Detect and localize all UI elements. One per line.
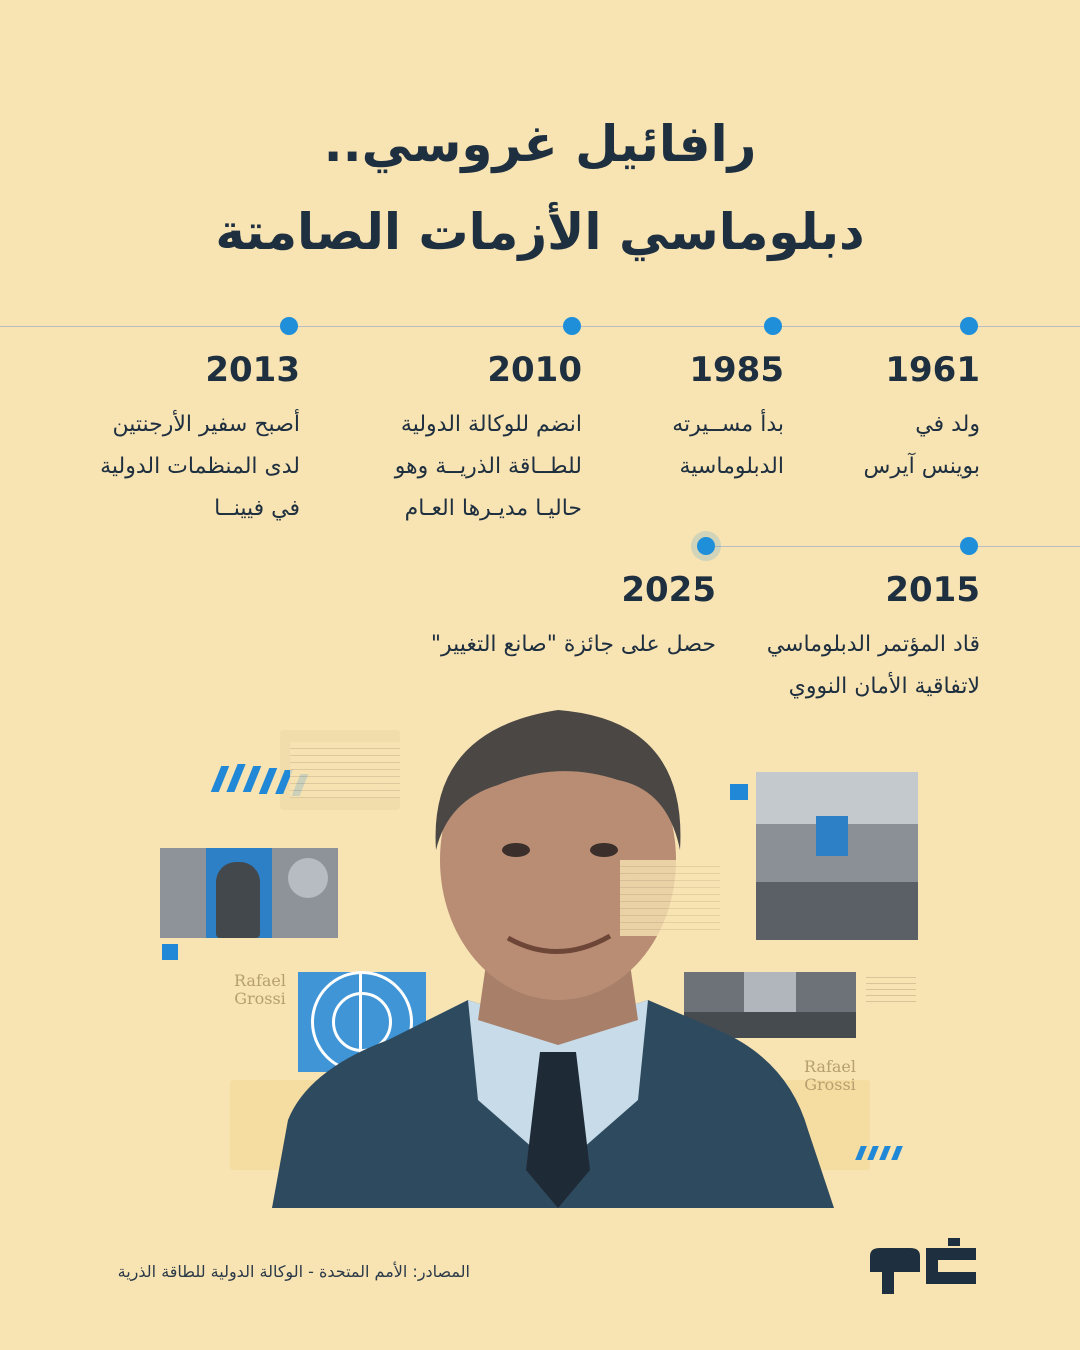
- newspaper-text-scrap: [290, 742, 400, 798]
- brush-stroke-decoration: [243, 766, 262, 792]
- event-year: 2025: [621, 570, 716, 610]
- event-year: 2010: [487, 350, 582, 390]
- event-year: 1985: [689, 350, 784, 390]
- title-line-2: دبلوماسي الأزمات الصامتة: [215, 203, 865, 261]
- timeline-line-bottom: [700, 546, 1080, 547]
- timeline-line-top: [0, 326, 1080, 327]
- timeline-event-2010: [342, 350, 582, 530]
- event-year: 2015: [885, 570, 980, 610]
- timeline-event-2015: [720, 570, 980, 708]
- event-year: 1961: [885, 350, 980, 390]
- rafael-grossi-stamp-right: Rafael Grossi: [804, 1057, 856, 1094]
- timeline-event-1985: [584, 350, 784, 488]
- page-title: [0, 100, 1080, 276]
- event-text: بدأ مســيرته الدبلوماسية: [672, 412, 784, 479]
- event-text: حصل على جائزة "صانع التغيير": [430, 632, 716, 657]
- timeline-event-1961: [760, 350, 980, 488]
- source-credit: المصادر: الأمم المتحدة - الوكالة الدولية للطاقة الذرية: [117, 1262, 470, 1281]
- timeline-dot-2015: [960, 537, 978, 555]
- timeline-event-2013: [60, 350, 300, 530]
- sefr-logo: [864, 1238, 982, 1298]
- event-text: أصبح سفير الأرجنتين لدى المنظمات الدولية في فيينــا: [100, 412, 300, 521]
- event-text: انضم للوكالة الدولية للطــاقة الذريــة وهو حاليـا مديـرها العـام: [394, 412, 582, 521]
- title-line-1: رافائيل غروسي..: [323, 115, 757, 173]
- timeline-dot-2010: [563, 317, 581, 335]
- brush-stroke-decoration: [891, 1146, 903, 1160]
- newspaper-text-scrap: [620, 860, 720, 936]
- event-year: 2013: [205, 350, 300, 390]
- timeline-dot-2013: [280, 317, 298, 335]
- newspaper-text-scrap: [866, 972, 916, 1006]
- brush-stroke-decoration: [226, 764, 245, 792]
- blue-square-decoration: [162, 944, 178, 960]
- brush-stroke-decoration: [879, 1146, 891, 1160]
- timeline-dot-1985: [764, 317, 782, 335]
- timeline-dot-2025: [697, 537, 715, 555]
- event-text: قاد المؤتمر الدبلوماسي لاتفاقية الأمان النووي: [766, 632, 980, 699]
- timeline-event-2025: [376, 570, 716, 666]
- portrait-collage: [150, 700, 930, 1220]
- timeline-dot-1961: [960, 317, 978, 335]
- brush-stroke-decoration: [211, 766, 230, 792]
- event-text: ولد في بوينس آيرس: [863, 412, 980, 479]
- rafael-grossi-stamp-left: Rafael Grossi: [234, 971, 286, 1008]
